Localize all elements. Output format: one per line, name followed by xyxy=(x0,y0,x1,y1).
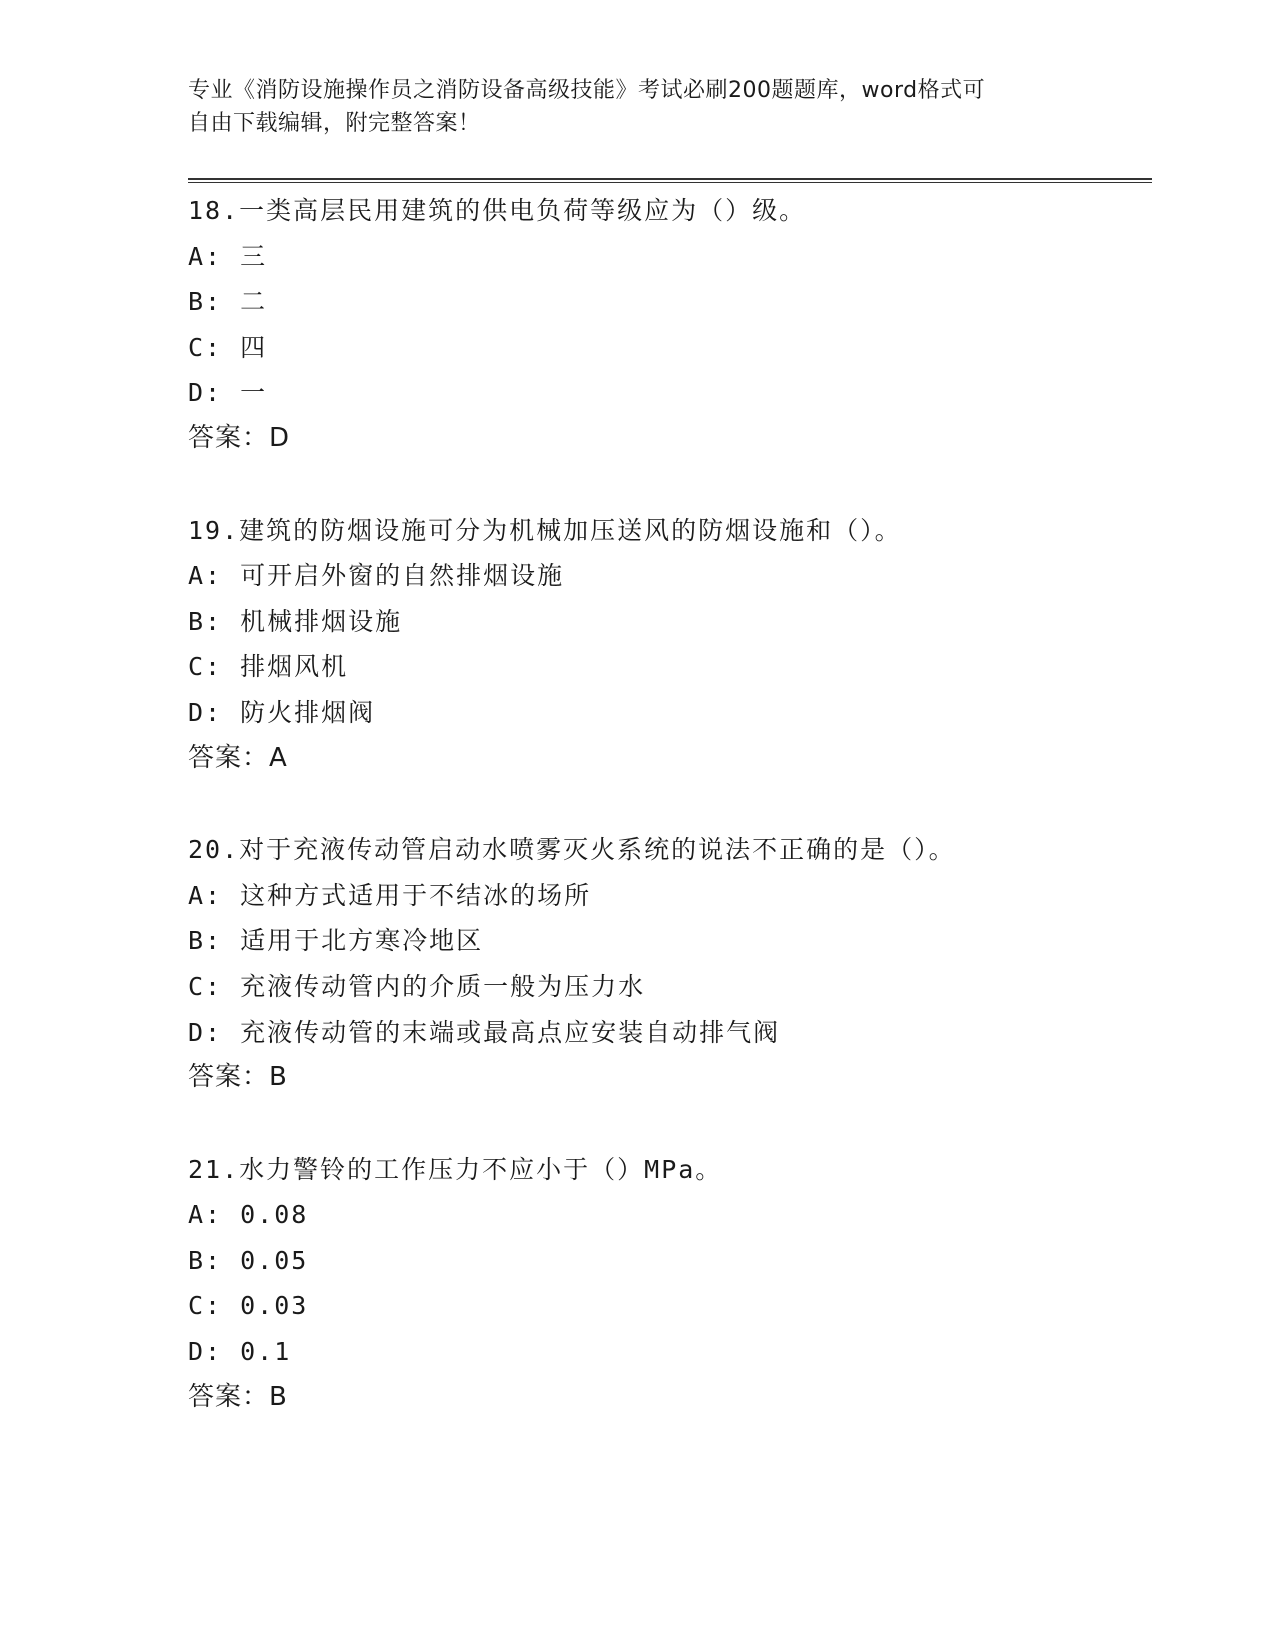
option-c xyxy=(188,1283,1152,1329)
option-b xyxy=(188,918,1152,964)
question-list xyxy=(188,188,1152,1466)
option-text: 三 xyxy=(240,241,268,271)
question-20 xyxy=(188,827,1152,1101)
option-label: B: xyxy=(188,926,223,956)
option-label: B: xyxy=(188,287,223,317)
option-label: B: xyxy=(188,1245,223,1275)
option-text: 充液传动管内的介质一般为压力水 xyxy=(240,971,646,1001)
question-18 xyxy=(188,188,1152,462)
option-d xyxy=(188,690,1152,736)
option-label: D: xyxy=(188,1017,223,1047)
option-label: A: xyxy=(188,561,223,591)
option-label: D: xyxy=(188,697,223,727)
option-text: 充液传动管的末端或最高点应安装自动排气阀 xyxy=(240,1017,781,1047)
option-text: 0.1 xyxy=(240,1337,292,1367)
option-label: B: xyxy=(188,606,223,636)
option-label: C: xyxy=(188,332,223,362)
option-text: 适用于北方寒冷地区 xyxy=(240,926,484,956)
option-text: 二 xyxy=(240,287,268,317)
option-c xyxy=(188,644,1152,690)
option-a xyxy=(188,234,1152,280)
question-stem: 21.水力警铃的工作压力不应小于（）MPa。 xyxy=(188,1154,723,1184)
option-text: 这种方式适用于不结冰的场所 xyxy=(240,880,592,910)
answer: 答案：B xyxy=(188,1062,288,1093)
option-label: C: xyxy=(188,652,223,682)
option-d xyxy=(188,1010,1152,1056)
question-19 xyxy=(188,508,1152,782)
option-label: D: xyxy=(188,378,223,408)
question-stem: 18.一类高层民用建筑的供电负荷等级应为（）级。 xyxy=(188,196,807,225)
header-divider xyxy=(188,178,1152,183)
header-line-2: 自由下载编辑，附完整答案！ xyxy=(188,111,481,136)
option-text: 可开启外窗的自然排烟设施 xyxy=(240,561,565,591)
option-d xyxy=(188,1329,1152,1375)
question-stem: 20.对于充液传动管启动水喷雾灭火系统的说法不正确的是（）。 xyxy=(188,835,956,865)
option-c xyxy=(188,964,1152,1010)
option-text: 0.05 xyxy=(240,1245,309,1275)
option-b xyxy=(188,599,1152,645)
option-label: D: xyxy=(188,1337,223,1367)
option-label: A: xyxy=(188,241,223,271)
option-c xyxy=(188,325,1152,371)
option-label: C: xyxy=(188,971,223,1001)
option-label: C: xyxy=(188,1291,223,1321)
option-text: 一 xyxy=(240,378,268,408)
option-b xyxy=(188,279,1152,325)
option-b xyxy=(188,1238,1152,1284)
option-text: 0.08 xyxy=(240,1200,309,1230)
option-text: 0.03 xyxy=(240,1291,309,1321)
header-line-1: 专业《消防设施操作员之消防设备高级技能》考试必刷200题题库，word格式可 xyxy=(188,78,986,103)
option-a xyxy=(188,873,1152,919)
question-stem: 19.建筑的防烟设施可分为机械加压送风的防烟设施和（）。 xyxy=(188,515,902,545)
option-d xyxy=(188,370,1152,416)
option-label: A: xyxy=(188,1200,223,1230)
option-text: 四 xyxy=(240,332,268,362)
answer: 答案：A xyxy=(188,742,288,773)
option-a xyxy=(188,553,1152,599)
answer: 答案：D xyxy=(188,422,291,453)
option-text: 排烟风机 xyxy=(240,652,349,682)
question-21 xyxy=(188,1147,1152,1421)
option-text: 防火排烟阀 xyxy=(240,697,376,727)
option-label: A: xyxy=(188,880,223,910)
option-a xyxy=(188,1192,1152,1238)
document-header xyxy=(188,74,1088,140)
option-text: 机械排烟设施 xyxy=(240,606,403,636)
answer: 答案：B xyxy=(188,1381,288,1412)
